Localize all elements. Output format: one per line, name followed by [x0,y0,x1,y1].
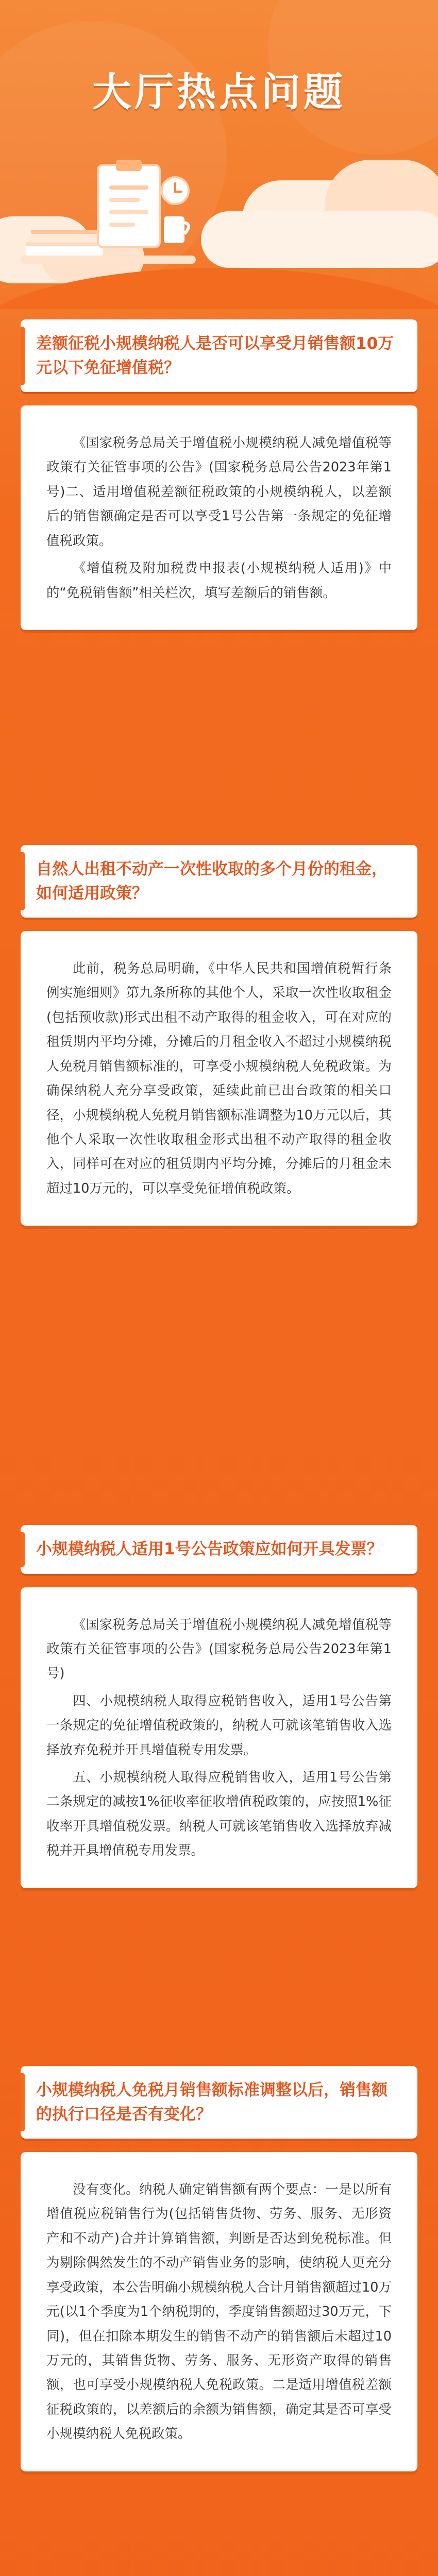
header-banner [0,0,438,309]
question-title: 小规模纳税人免税月销售额标准调整以后，销售额的执行口径是否有变化？ [21,2066,417,2139]
qa-section [21,2066,417,2471]
documents-illustration-icon [21,155,216,278]
answer-paragraph: 此前，税务总局明确，《中华人民共和国增值税暂行条例实施细则》第九条所称的其他个人，采取一次性收取租金(包括预收款)形式出租不动产取得的租金收入，可在对应的租赁期内平均分摊，分摊后的月租金收入不超过小规模纳税人免税月销售额标准的，可享受小规模纳税人免税政策。为确保纳税人充分享受政策，延续此前已出台政策的相关口径，小规模纳税人免税月销售额标准调整为10万元以后，其他个人采取一次性收取租金形式出租不动产取得的租金收入，同样可在对应的租赁期内平均分摊，分摊后的月租金未超过10万元的，可以享受免征增值税政策。 [46,961,392,1196]
answer-card [21,931,417,1226]
cloud-decoration [180,139,438,273]
answer-card [21,405,417,630]
question-title: 差额征税小规模纳税人是否可以享受月销售额10万元以下免征增值税？ [21,319,417,392]
answer-paragraph: 《国家税务总局关于增值税小规模纳税人减免增值税等政策有关征管事项的公告》(国家税务总局公告2023年第1号) [46,1617,392,1682]
answer-card [21,2152,417,2471]
qa-section [21,1525,417,1888]
answer-paragraph: 四、小规模纳税人取得应税销售收入，适用1号公告第一条规定的免征增值税政策的，纳税人可就该笔销售收入选择放弃免税并开具增值税专用发票。 [46,1693,392,1758]
question-title: 小规模纳税人适用1号公告政策应如何开具发票？ [21,1525,417,1574]
answer-paragraph: 没有变化。纳税人确定销售额有两个要点：一是以所有增值税应税销售行为(包括销售货物、劳务、服务、无形资产和不动产)合并计算销售额，判断是否达到免税标准。但为剔除偶然发生的不动产销售业务的影响，使纳税人更充分享受政策，本公告明确小规模纳税人合计月销售额超过10万元(以1个季度为1个纳税期的，季度销售额超过30万元，下同)，但在扣除本期发生的销售不动产的销售额后未超过10万元的，其销售货物、劳务、服务、无形资产取得的销售额，也可享受小规模纳税人免税政策。二是适用增值税差额征税政策的，以差额后的余额为销售额，确定其是否可享受小规模纳税人免税政策。 [46,2182,392,2442]
answer-paragraph: 五、小规模纳税人取得应税销售收入，适用1号公告第二条规定的减按1%征收率征收增值税政策的，应按照1%征收率开具增值税发票。纳税人可就该笔销售收入选择放弃减税并开具增值税专用发票。 [46,1770,392,1859]
page-title: 大厅热点问题 [92,69,346,115]
qa-section [21,845,417,1226]
answer-card [21,1587,417,1888]
answer-paragraph: 《国家税务总局关于增值税小规模纳税人减免增值税等政策有关征管事项的公告》(国家税务总局公告2023年第1号)二、适用增值税差额征税政策的小规模纳税人，以差额后的销售额确定是否可以享受1号公告第一条规定的免征增值税政策。 [46,435,392,549]
answer-paragraph: 《增值税及附加税费申报表(小规模纳税人适用)》中的“免税销售额”相关栏次，填写差额后的销售额。 [46,561,392,601]
question-title: 自然人出租不动产一次性收取的多个月份的租金，如何适用政策？ [21,845,417,918]
qa-section [21,319,417,630]
